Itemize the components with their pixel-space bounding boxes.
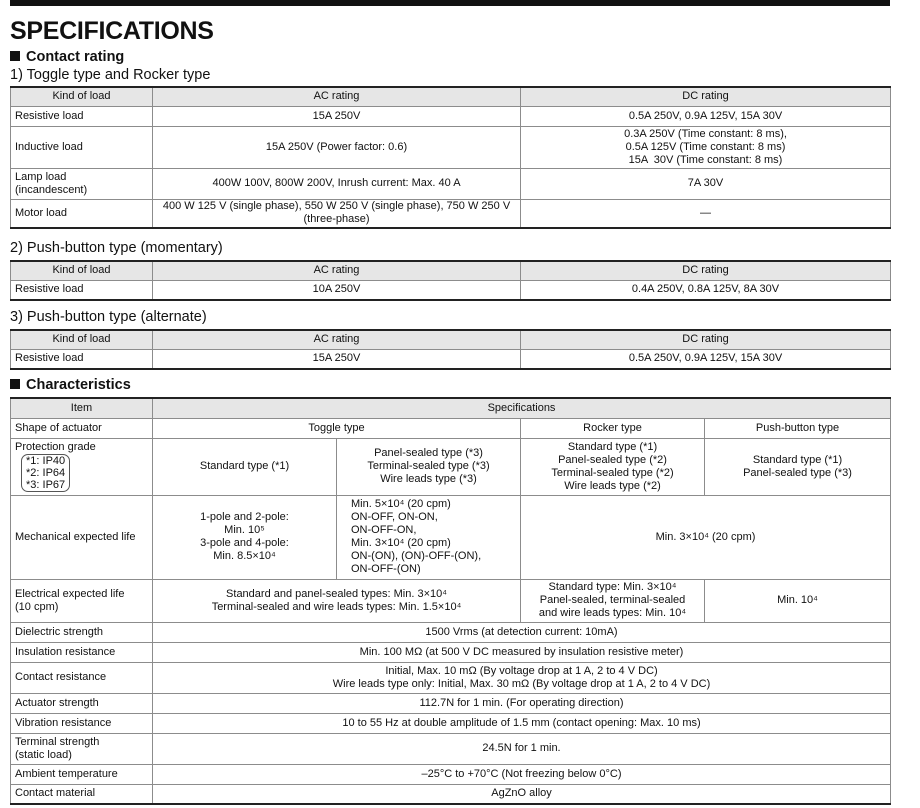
square-bullet-icon	[10, 51, 20, 61]
push-momentary-heading: 2) Push-button type (momentary)	[10, 240, 223, 256]
table-row: Inductive load 15A 250V (Power factor: 0.6) 0.3A 250V (Time constant: 8 ms), 0.5A 125V (Time constant: 8 ms) 15A 30V (Time constant: 8 ms)	[11, 126, 891, 168]
push-alternate-heading: 3) Push-button type (alternate)	[10, 309, 207, 325]
table-header-row: Item Specifications	[11, 398, 891, 418]
toggle-rocker-table	[10, 86, 891, 229]
table-row: Insulation resistance Min. 100 MΩ (at 500 V DC measured by insulation resistive meter)	[11, 642, 891, 662]
table-row: Actuator strength 112.7N for 1 min. (For operating direction)	[11, 693, 891, 713]
push-alternate-table	[10, 329, 891, 370]
table-row: Vibration resistance 10 to 55 Hz at double amplitude of 1.5 mm (contact opening: Max. 10 ms)	[11, 713, 891, 733]
header-dc: DC rating	[521, 87, 891, 106]
table-row: Lamp load (incandescent) 400W 100V, 800W 200V, Inrush current: Max. 40 A 7A 30V	[11, 168, 891, 199]
table-row: Protection grade *1: IP40 *2: IP64 *3: IP67 Standard type (*1) Panel-sealed type (*3) Terminal-sealed type (*3) Wire leads type (*3) Standard type (*1) Panel-sealed type (*2) Terminal-sealed type (*2) Wire leads type (*2) Standard type (*1) Panel-sealed type (*3)	[11, 438, 891, 495]
table-row: Ambient temperature –25°C to +70°C (Not freezing below 0°C)	[11, 764, 891, 784]
characteristics-table	[10, 397, 891, 805]
header-ac: AC rating	[153, 87, 521, 106]
protection-notes: *1: IP40 *2: IP64 *3: IP67	[21, 454, 70, 492]
table-header-row: Kind of load AC rating DC rating	[11, 330, 891, 349]
table-row: Resistive load 10A 250V 0.4A 250V, 0.8A 125V, 8A 30V	[11, 280, 891, 300]
header-kind: Kind of load	[11, 87, 153, 106]
table-row: Contact resistance Initial, Max. 10 mΩ (By voltage drop at 1 A, 2 to 4 V DC) Wire leads type only: Initial, Max. 30 mΩ (By voltage drop at 1 A, 2 to 4 V DC)	[11, 662, 891, 693]
push-momentary-table	[10, 260, 891, 301]
table-row: Shape of actuator Toggle type Rocker type Push-button type	[11, 418, 891, 438]
table-header-row: Kind of load AC rating DC rating	[11, 261, 891, 280]
table-row: Resistive load 15A 250V 0.5A 250V, 0.9A 125V, 15A 30V	[11, 349, 891, 369]
toggle-rocker-heading: 1) Toggle type and Rocker type	[10, 67, 211, 83]
page-title: SPECIFICATIONS	[10, 17, 214, 45]
table-row: Resistive load 15A 250V 0.5A 250V, 0.9A 125V, 15A 30V	[11, 106, 891, 126]
top-rule	[10, 0, 890, 6]
table-row: Contact material AgZnO alloy	[11, 784, 891, 804]
table-header-row	[11, 87, 891, 106]
table-row: Dielectric strength 1500 Vrms (at detection current: 10mA)	[11, 622, 891, 642]
characteristics-heading: Characteristics	[10, 376, 131, 394]
table-row: Motor load 400 W 125 V (single phase), 550 W 250 V (single phase), 750 W 250 V (three-phase) —	[11, 199, 891, 228]
table-row: Terminal strength (static load) 24.5N for 1 min.	[11, 733, 891, 764]
table-row: Mechanical expected life 1-pole and 2-pole: Min. 10⁵ 3-pole and 4-pole: Min. 8.5×10⁴ Min. 5×10⁴ (20 cpm) ON-OFF, ON-ON, ON-OFF-ON, Min. 3×10⁴ (20 cpm) ON-(ON), (ON)-OFF-(ON), ON-OFF-(ON) Min. 3×10⁴ (20 cpm)	[11, 495, 891, 579]
table-row: Electrical expected life (10 cpm) Standard and panel-sealed types: Min. 3×10⁴ Terminal-sealed and wire leads types: Min. 1.5×10⁴ Standard type: Min. 3×10⁴ Panel-sealed, terminal-sealed and wire leads types: Min. 10⁴ Min. 10⁴	[11, 579, 891, 622]
contact-rating-heading: Contact rating	[10, 48, 124, 66]
square-bullet-icon	[10, 379, 20, 389]
